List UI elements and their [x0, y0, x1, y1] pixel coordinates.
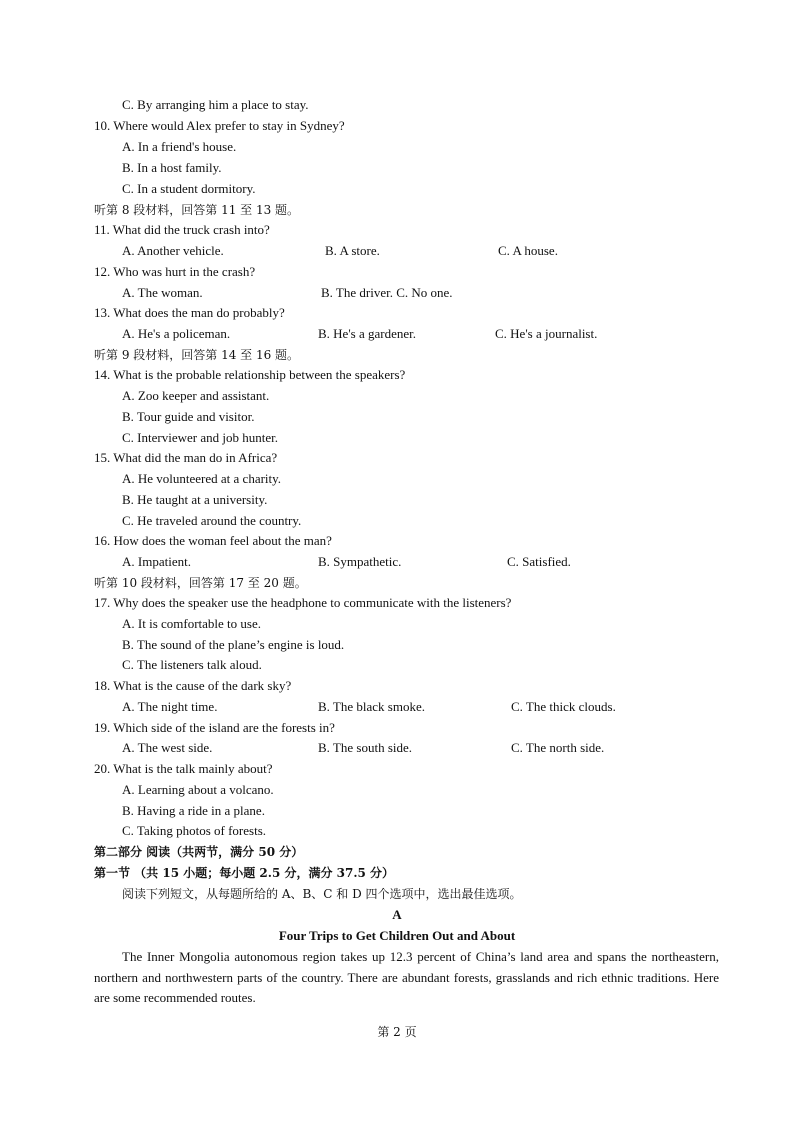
- option-17b: B. The sound of the plane’s engine is loud.: [122, 637, 345, 652]
- section-one-heading: 第一节 （共 15 小题；每小题 2.5 分，满分 37.5 分）: [94, 866, 395, 880]
- option-19b: B. The south side.: [318, 740, 413, 755]
- option-18c: C. The thick clouds.: [511, 699, 616, 714]
- option-18b: B. The black smoke.: [318, 699, 425, 714]
- option-12a: A. The woman.: [122, 285, 203, 300]
- option-19a: A. The west side.: [122, 740, 213, 755]
- option-16b: B. Sympathetic.: [318, 554, 402, 569]
- option-13a: A. He's a policeman.: [122, 326, 231, 341]
- passage-label: A: [392, 907, 402, 922]
- option-17a: A. It is comfortable to use.: [122, 616, 261, 631]
- question-13: 13. What does the man do probably?: [94, 305, 285, 320]
- section-instruction-9: 听第 9 段材料，回答第 14 至 16 题。: [94, 348, 300, 362]
- option-15c: C. He traveled around the country.: [122, 513, 302, 528]
- option-18a: A. The night time.: [122, 699, 218, 714]
- question-16: 16. How does the woman feel about the man?: [94, 533, 332, 548]
- passage-paragraph: The Inner Mongolia autonomous region takes up 12.3 percent of China’s land area and spans the northeastern, northern and northwestern parts of the country. There are abundant forests, grasslands and rich ethnic traditions. Here are some recommended routes.: [94, 949, 719, 1005]
- option-11c: C. A house.: [498, 243, 558, 258]
- reading-instruction: 阅读下列短文，从每题所给的 A、B、C 和 D 四个选项中，选出最佳选项。: [122, 887, 522, 901]
- option-17c: C. The listeners talk aloud.: [122, 657, 262, 672]
- question-12: 12. Who was hurt in the crash?: [94, 264, 256, 279]
- option-10c: C. In a student dormitory.: [122, 181, 256, 196]
- option-16a: A. Impatient.: [122, 554, 191, 569]
- option-15b: B. He taught at a university.: [122, 492, 268, 507]
- option-13c: C. He's a journalist.: [495, 326, 598, 341]
- option-10a: A. In a friend's house.: [122, 139, 237, 154]
- option-11b: B. A store.: [325, 243, 380, 258]
- option-14b: B. Tour guide and visitor.: [122, 409, 255, 424]
- option-20a: A. Learning about a volcano.: [122, 782, 274, 797]
- option-19c: C. The north side.: [511, 740, 605, 755]
- passage-title: Four Trips to Get Children Out and About: [278, 928, 516, 943]
- option-14c: C. Interviewer and job hunter.: [122, 430, 278, 445]
- question-18: 18. What is the cause of the dark sky?: [94, 678, 292, 693]
- section-instruction-10: 听第 10 段材料，回答第 17 至 20 题。: [94, 576, 307, 590]
- question-14: 14. What is the probable relationship between the speakers?: [94, 367, 406, 382]
- page-number: 第 2 页: [377, 1025, 417, 1039]
- option-13b: B. He's a gardener.: [318, 326, 417, 341]
- option-14a: A. Zoo keeper and assistant.: [122, 388, 270, 403]
- option-10b: B. In a host family.: [122, 160, 222, 175]
- option-16c: C. Satisfied.: [507, 554, 571, 569]
- option-12bc: B. The driver. C. No one.: [321, 285, 453, 300]
- option-9c: C. By arranging him a place to stay.: [122, 97, 309, 112]
- question-15: 15. What did the man do in Africa?: [94, 450, 278, 465]
- question-10: 10. Where would Alex prefer to stay in Sydney?: [94, 118, 345, 133]
- option-11a: A. Another vehicle.: [122, 243, 224, 258]
- part-two-heading: 第二部分 阅读（共两节，满分 50 分）: [94, 845, 304, 859]
- option-15a: A. He volunteered at a charity.: [122, 471, 282, 486]
- question-19: 19. Which side of the island are the forests in?: [94, 720, 335, 735]
- option-20c: C. Taking photos of forests.: [122, 823, 267, 838]
- question-20: 20. What is the talk mainly about?: [94, 761, 273, 776]
- option-20b: B. Having a ride in a plane.: [122, 803, 265, 818]
- section-instruction-8: 听第 8 段材料，回答第 11 至 13 题。: [94, 203, 300, 217]
- question-11: 11. What did the truck crash into?: [94, 222, 270, 237]
- question-17: 17. Why does the speaker use the headphone to communicate with the listeners?: [94, 595, 512, 610]
